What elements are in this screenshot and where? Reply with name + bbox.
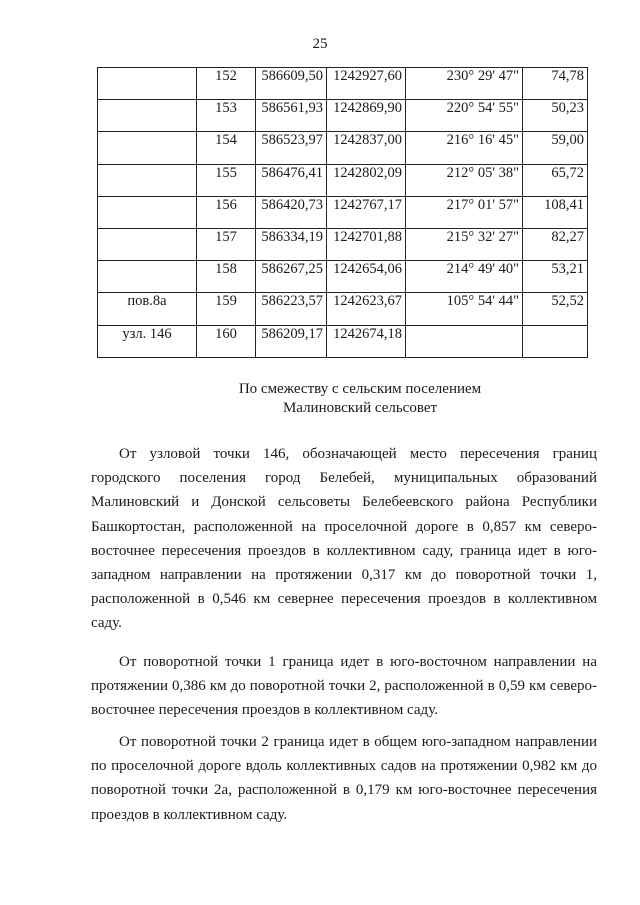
cell-coord-x: 586523,97 [256,132,327,164]
table-row [98,196,588,228]
cell-label [98,228,197,260]
cell-coord-y: 1242654,06 [327,261,406,293]
cell-label [98,164,197,196]
coordinates-table-body [98,68,588,358]
cell-coord-y: 1242623,67 [327,293,406,325]
cell-direction-angle: 214° 49' 40" [406,261,523,293]
cell-direction-angle: 212° 05' 38" [406,164,523,196]
table-row [98,325,588,357]
cell-direction-angle: 217° 01' 57" [406,196,523,228]
table-row [98,261,588,293]
cell-distance: 74,78 [523,68,588,100]
cell-distance: 52,52 [523,293,588,325]
cell-label [98,261,197,293]
coordinates-table [97,67,588,358]
cell-coord-x: 586223,57 [256,293,327,325]
cell-coord-y: 1242767,17 [327,196,406,228]
page-number: 25 [312,36,328,52]
cell-coord-y: 1242927,60 [327,68,406,100]
paragraph-text: От поворотной точки 2 граница идет в общем юго-западном направлении по проселочной дороге вдоль коллективных садов на протяжении 0,982 км до поворотной точки 2а, расположенной в 0,179 км юго-восточнее пересечения проездов в коллективном саду. [91,734,597,823]
cell-point-number: 156 [197,196,256,228]
cell-direction-angle: 215° 32' 27" [406,228,523,260]
cell-coord-y: 1242802,09 [327,164,406,196]
cell-coord-x: 586609,50 [256,68,327,100]
cell-point-number: 157 [197,228,256,260]
cell-label [98,132,197,164]
cell-coord-x: 586476,41 [256,164,327,196]
cell-distance: 53,21 [523,261,588,293]
cell-label [98,100,197,132]
cell-label: пов.8а [98,293,197,325]
cell-direction-angle: 105° 54' 44" [406,293,523,325]
cell-distance [523,325,588,357]
cell-coord-y: 1242869,90 [327,100,406,132]
cell-point-number: 153 [197,100,256,132]
cell-label [98,196,197,228]
cell-coord-y: 1242701,88 [327,228,406,260]
cell-direction-angle: 216° 16' 45" [406,132,523,164]
cell-direction-angle: 220° 54' 55" [406,100,523,132]
table-row [98,164,588,196]
table-row [98,132,588,164]
cell-distance: 59,00 [523,132,588,164]
cell-point-number: 158 [197,261,256,293]
cell-distance: 82,27 [523,228,588,260]
cell-label [98,68,197,100]
cell-point-number: 154 [197,132,256,164]
table-row [98,228,588,260]
cell-direction-angle [406,325,523,357]
cell-distance: 65,72 [523,164,588,196]
cell-direction-angle: 230° 29' 47" [406,68,523,100]
cell-point-number: 159 [197,293,256,325]
cell-coord-y: 1242837,00 [327,132,406,164]
table-row [98,68,588,100]
section-heading [160,380,560,418]
section-heading-line-2: Малиновский сельсовет [282,400,438,416]
cell-coord-x: 586267,25 [256,261,327,293]
cell-point-number: 155 [197,164,256,196]
paragraph-2 [91,650,597,723]
cell-coord-y: 1242674,18 [327,325,406,357]
cell-distance: 50,23 [523,100,588,132]
cell-point-number: 160 [197,325,256,357]
paragraph-1 [91,442,597,636]
paragraph-text: От узловой точки 146, обозначающей место пересечения границ городского поселения город Белебей, муниципальных образований Малиновский и Донской сельсоветы Белебеевского района Республики Башкортостан, расположенной на проселочной дороге в 0,857 км северо-восточнее пересечения проездов в коллективном саду, граница идет в юго-западном направлении на протяжении 0,317 км до поворотной точки 1, расположенной в 0,546 км севернее пересечения проездов в коллективном саду. [91,446,597,632]
section-heading-line-1: По смежеству с сельским поселением [238,381,482,397]
cell-distance: 108,41 [523,196,588,228]
table-row [98,100,588,132]
cell-coord-x: 586561,93 [256,100,327,132]
table-row [98,293,588,325]
cell-coord-x: 586420,73 [256,196,327,228]
paragraph-3 [91,730,597,827]
cell-coord-x: 586334,19 [256,228,327,260]
paragraph-text: От поворотной точки 1 граница идет в юго-восточном направлении на протяжении 0,386 км до поворотной точки 2, расположенной в 0,59 км северо-восточнее пересечения проездов в коллективном саду. [91,654,597,719]
cell-coord-x: 586209,17 [256,325,327,357]
cell-point-number: 152 [197,68,256,100]
cell-label: узл. 146 [98,325,197,357]
